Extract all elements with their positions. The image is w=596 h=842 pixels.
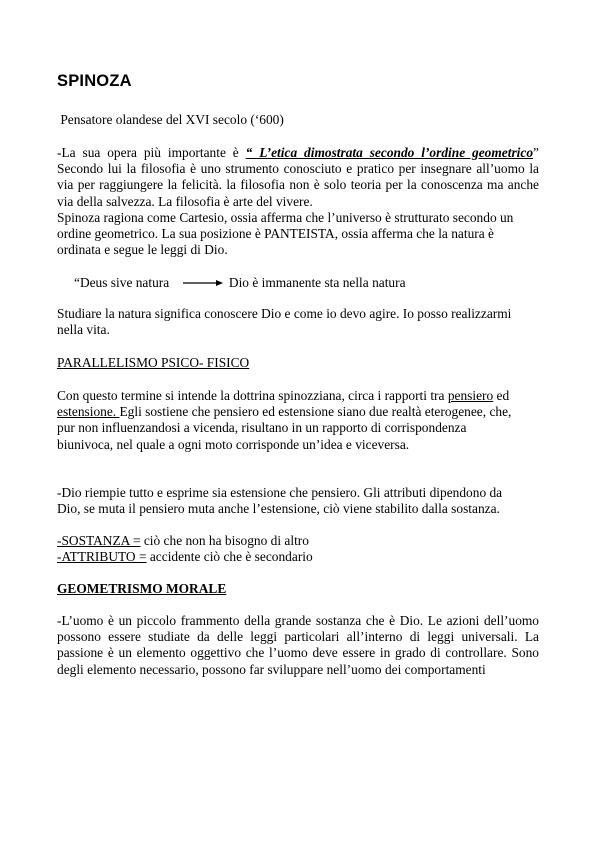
attributo-term: -ATTRIBUTO — [57, 549, 139, 565]
geometrismo-heading: GEOMETRISMO MORALE — [57, 581, 227, 596]
cartesio-line-1: Spinoza ragiona come Cartesio, ossia afferma che l’universo è strutturato secondo un — [57, 210, 514, 225]
sostanza-equals: = — [132, 533, 141, 548]
intro-paragraph — [57, 112, 539, 128]
parallelismo-line-3: pur non influenzandosi a vicenda, risultano in un rapporto di corrispondenza — [57, 420, 467, 436]
deus-sive-natura-line — [74, 275, 406, 291]
opera-paragraph — [57, 145, 539, 210]
estensione-underlined: estensione. — [57, 404, 120, 420]
opera-title: “ L’etica dimostrata secondo l’ordine geometrico — [245, 145, 534, 160]
page-title: SPINOZA — [57, 72, 132, 90]
parallelismo-line-1 — [57, 388, 539, 404]
sostanza-definition — [57, 533, 539, 549]
parallelismo-heading: PARALLELISMO PSICO- FISICO — [57, 355, 250, 370]
attributo-definition — [57, 549, 539, 565]
studiare-line-2: nella vita. — [57, 322, 110, 338]
studiare-line-1: Studiare la natura significa conoscere Dio e come io devo agire. Io posso realizzarmi — [57, 306, 512, 321]
dio-line-1: -Dio riempie tutto e esprime sia estensione che pensiero. Gli attributi dipendono da — [57, 485, 503, 500]
cartesio-line-2: ordine geometrico. La sua posizione è PANTEISTA, ossia afferma che la natura è — [57, 226, 494, 242]
cartesio-paragraph — [57, 210, 539, 259]
geometrismo-paragraph: -L’uomo è un piccolo frammento della grande sostanza che è Dio. Le azioni dell’uomo possono essere studiate da delle leggi particolari all’interno di leggi universali. La passione è un elemento oggettivo che l’uomo deve essere in grado di controllare. Sono degli elemento necessario, possono far sviluppare nell’uomo dei comportamenti — [57, 613, 539, 677]
cartesio-line-3: ordinata e segue le leggi di Dio. — [57, 242, 228, 258]
studiare-paragraph — [57, 306, 539, 338]
sostanza-def: ciò che non ha bisogno di altro — [140, 533, 309, 548]
opera-rest: Secondo lui la filosofia è uno strumento conosciuto e pratico per insegnare all’uomo la via per raggiungere la felicità. la filosofia non è solo teoria per la conoscenza ma anche via della salvezza. La filosofia è arte del vivere. — [57, 161, 539, 209]
sostanza-term: -SOSTANZA — [57, 533, 133, 548]
parallelismo-line-4: biunivoca, nel quale a ogni moto corrisponde un’idea e viceversa. — [57, 436, 410, 452]
parallelismo-l1-pre: Con questo termine si intende la dottrina spinozziana, circa i rapporti tra — [57, 388, 448, 403]
opera-suffix: ” — [533, 145, 539, 160]
quote-right: Dio è immanente sta nella natura — [228, 275, 406, 290]
parallelismo-line-2 — [57, 404, 539, 420]
intro-text: Pensatore olandese del XVI secolo (‘600) — [57, 112, 284, 127]
attributo-equals: = — [138, 549, 147, 565]
parallelismo-l2-post: Egli sostiene che pensiero ed estensione siano due realtà eterogenee, che, — [119, 404, 512, 420]
dio-paragraph — [57, 485, 539, 517]
opera-prefix: -La sua opera più importante è — [57, 145, 246, 160]
quote-left: “Deus sive natura — [74, 275, 170, 290]
right-arrow-icon — [183, 279, 223, 287]
parallelismo-l1-post: ed — [493, 388, 510, 403]
attributo-def: accidente ciò che è secondario — [146, 549, 313, 565]
pensiero-underlined: pensiero — [447, 388, 494, 403]
dio-line-2: Dio, se muta il pensiero muta anche l’estensione, ciò viene stabilito dalla sostanza. — [57, 501, 500, 517]
definitions — [57, 533, 539, 565]
parallelismo-paragraph — [57, 388, 539, 453]
